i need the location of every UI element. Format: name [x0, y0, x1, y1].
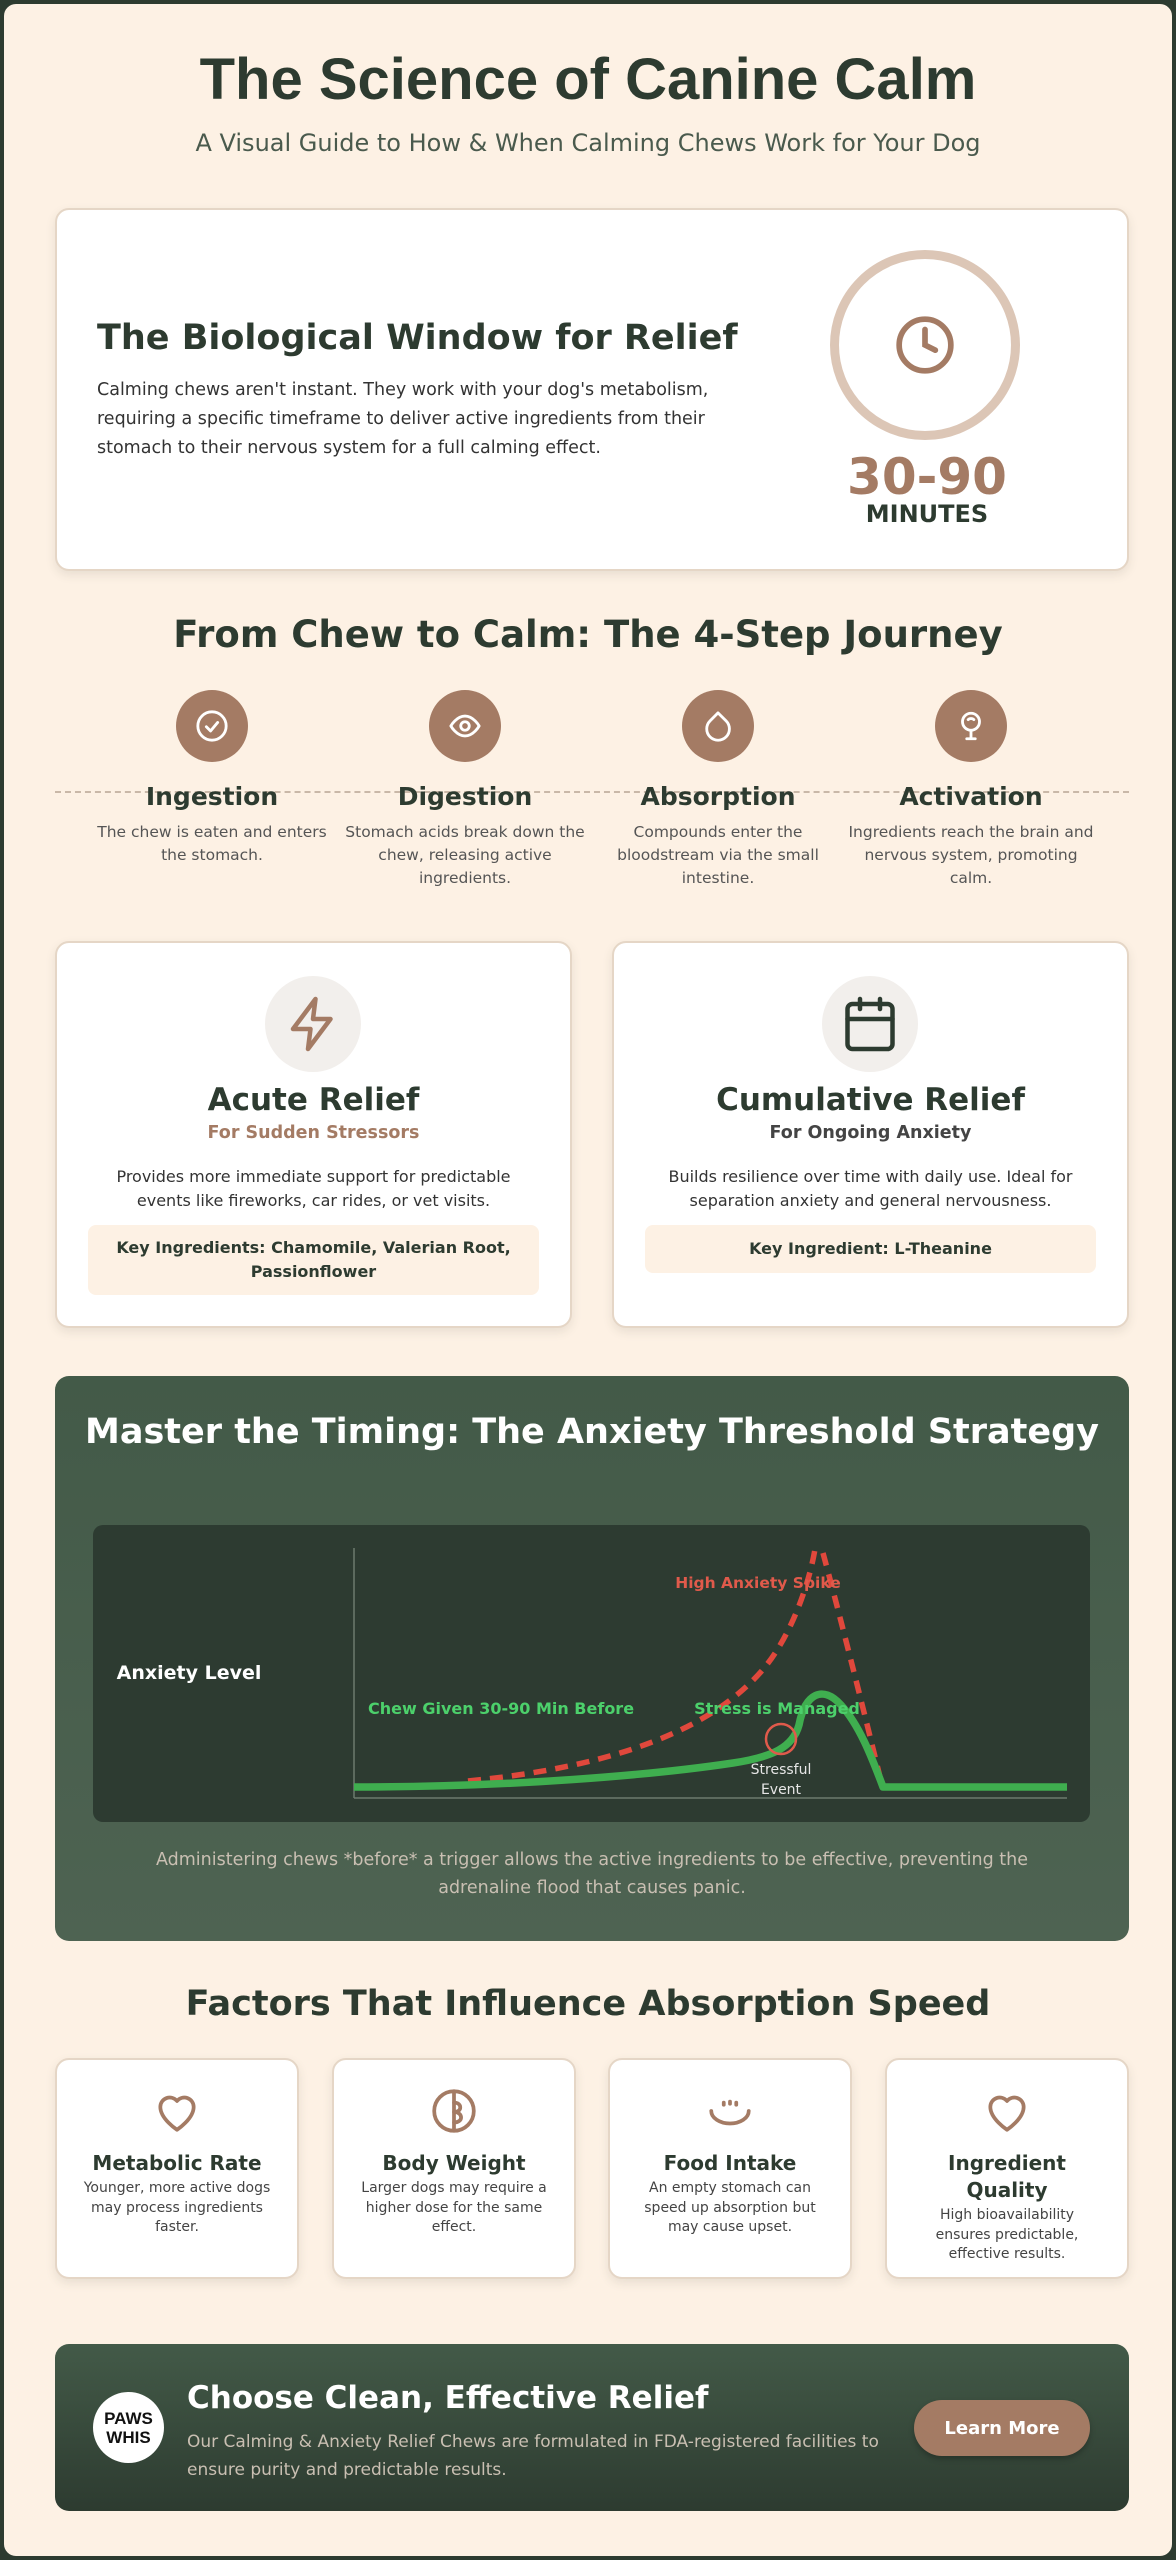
annotation-stressful: Stressful [750, 1762, 812, 1778]
acute-relief-card [55, 941, 572, 1328]
anxiety-chart [93, 1525, 1090, 1822]
step-title: Activation [899, 782, 1043, 811]
cta-text: Our Calming & Anxiety Relief Chews are formulated in FDA-registered facilities to ensure purity and predictable results. [187, 2432, 879, 2480]
step-icon-circle [429, 690, 501, 762]
annotation-stress-managed: Stress is Managed [694, 1699, 860, 1718]
step-icon-circle [176, 690, 248, 762]
journey-heading: From Chew to Calm: The 4-Step Journey [173, 613, 1003, 656]
factor-title: Metabolic Rate [92, 2151, 262, 2175]
timing-heading: Master the Timing: The Anxiety Threshold Strategy [85, 1412, 1099, 1452]
cumulative-relief-title: Cumulative Relief [716, 1082, 1025, 1118]
step-title: Absorption [640, 782, 796, 811]
logo-line-2: WHIS [106, 2427, 151, 2447]
page-subtitle: A Visual Guide to How & When Calming Chews Work for Your Dog [195, 129, 981, 157]
step-icon-circle [682, 690, 754, 762]
factors-heading: Factors That Influence Absorption Speed [185, 1984, 991, 2024]
factor-text: Larger dogs may require a higher dose for the same effect. [361, 2180, 547, 2235]
journey-step-activation [846, 690, 1096, 890]
time-window-unit: MINUTES [865, 500, 989, 528]
cumulative-icon-circle [822, 976, 918, 1072]
acute-icon-circle [265, 976, 361, 1072]
journey-step-digestion [340, 690, 590, 890]
step-text: Compounds enter the bloodstream via the small intestine. [617, 823, 819, 887]
annotation-chew-given: Chew Given 30-90 Min Before [368, 1699, 635, 1718]
factor-card-ingredient-quality [885, 2058, 1129, 2279]
cumulative-key-ingredient: Key Ingredient: L-Theanine [645, 1225, 1096, 1273]
journey-step-absorption [593, 690, 843, 890]
step-icon-circle [935, 690, 1007, 762]
biological-window-text: Calming chews aren't instant. They work with your dog's metabolism, requiring a specific timeframe to deliver active ingredients from their stomach to their nervous system for a full calming effect. [97, 380, 709, 458]
factor-text: An empty stomach can speed up absorption but may cause upset. [644, 2180, 816, 2235]
step-text: The chew is eaten and enters the stomach. [97, 823, 327, 864]
annotation-high-anxiety: High Anxiety Spike [675, 1574, 841, 1592]
factor-title: Food Intake [663, 2151, 797, 2175]
step-text: Stomach acids break down the chew, releasing active ingredients. [345, 823, 585, 887]
lightning-icon [283, 994, 343, 1054]
factor-card-food-intake [608, 2058, 852, 2279]
eye-icon [448, 709, 482, 743]
learn-more-button[interactable]: Learn More [914, 2400, 1090, 2456]
step-text: Ingredients reach the brain and nervous system, promoting calm. [848, 823, 1094, 887]
acute-relief-subtitle: For Sudden Stressors [207, 1123, 420, 1143]
bowl-icon [705, 2086, 755, 2136]
anxiety-chart-box [93, 1525, 1090, 1822]
factor-text: Younger, more active dogs may process ingredients faster. [83, 2180, 271, 2235]
cumulative-relief-text: Builds resilience over time with daily use. Ideal for separation anxiety and general nervousness. [668, 1167, 1073, 1210]
brain-icon [954, 709, 988, 743]
timing-note: Administering chews *before* a trigger allows the active ingredients to be effective, preventing the adrenaline flood that causes panic. [155, 1850, 1029, 1898]
timing-panel [55, 1376, 1129, 1941]
annotation-event: Event [760, 1782, 802, 1798]
heart-icon [152, 2086, 202, 2136]
check-circle-icon [195, 709, 229, 743]
page-title: The Science of Canine Calm [199, 47, 977, 112]
heart-icon [982, 2086, 1032, 2136]
logo-line-1: PAWS [104, 2408, 153, 2428]
brand-logo [93, 2392, 164, 2463]
y-axis-label: Anxiety Level [116, 1662, 262, 1684]
time-window-value: 30-90 [847, 448, 1007, 506]
clock-icon [894, 314, 956, 376]
factor-title: Body Weight [382, 2151, 526, 2175]
journey-step-ingestion [87, 690, 337, 867]
cta-heading: Choose Clean, Effective Relief [187, 2380, 709, 2416]
factor-title: Ingredient Quality [948, 2151, 1066, 2202]
step-title: Ingestion [145, 782, 279, 811]
acute-relief-text: Provides more immediate support for predictable events like fireworks, car rides, or vet visits. [116, 1167, 511, 1210]
acute-key-ingredients: Key Ingredients: Chamomile, Valerian Root, Passionflower [88, 1225, 539, 1295]
acute-relief-title: Acute Relief [207, 1082, 420, 1118]
biological-window-card [55, 208, 1129, 571]
factor-text: High bioavailability ensures predictable, effective results. [935, 2207, 1079, 2262]
calendar-icon [840, 994, 900, 1054]
step-title: Digestion [397, 782, 533, 811]
cumulative-relief-subtitle: For Ongoing Anxiety [769, 1123, 972, 1143]
biological-window-heading: The Biological Window for Relief [97, 318, 738, 358]
droplet-icon [701, 709, 735, 743]
cta-banner [55, 2344, 1129, 2511]
factor-card-metabolic-rate [55, 2058, 299, 2279]
scale-icon [429, 2086, 479, 2136]
factor-card-body-weight [332, 2058, 576, 2279]
cumulative-relief-card [612, 941, 1129, 1328]
clock-ring [830, 250, 1020, 440]
